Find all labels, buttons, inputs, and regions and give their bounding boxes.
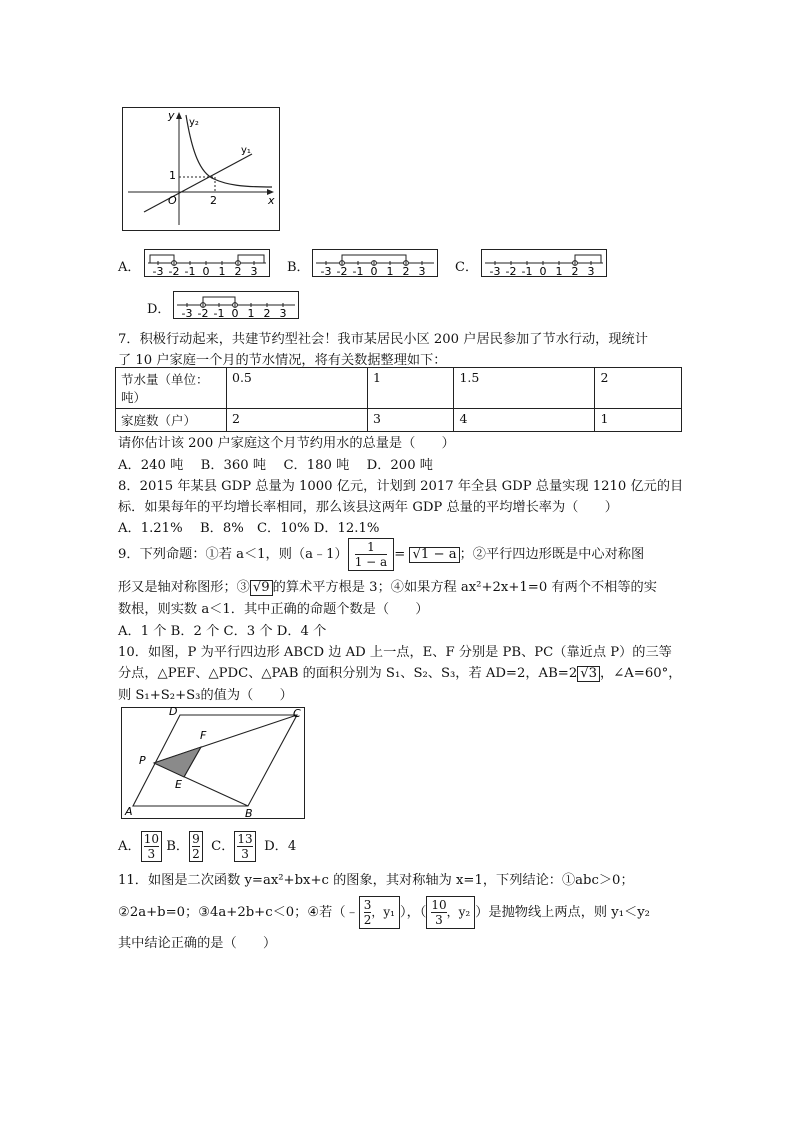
point-B: B [245,807,253,819]
number-line-tick-label: 2 [402,265,410,277]
q10-frac-a [141,831,162,862]
graph-tick-1: 1 [169,169,176,182]
table-cell: 3 [367,409,454,432]
parallelogram-figure [121,707,305,819]
q9-sqrt-fraction [348,538,394,571]
q11-mid: ），（ [399,905,427,920]
q11-line2 [118,894,650,932]
number-line-tick-label: 0 [202,265,210,277]
table-cell: 1 [367,368,454,409]
q10-line2-pre: 分点，△PEF、△PDC、△PAB 的面积分别为 S₁、S₂、S₃，若 AD=2，AB=2 [118,666,578,681]
number-line-tick-label: -3 [181,307,193,319]
q11-point2-box [426,896,475,929]
graph-y2-label: y₂ [189,117,199,128]
fraction-numerator: 1 [355,540,387,555]
q11-line2-pre: ②2a+b=0；③4a+2b+c＜0；④若（﹣ [118,905,359,920]
number-line-tick-label: 0 [539,265,547,277]
number-line-tick-label: 0 [370,265,378,277]
fraction-denominator: 2 [363,913,372,927]
q9-line3: 数根，则实数 a＜1．其中正确的命题个数是（ ） [118,602,429,617]
q9-line2-pre: 形又是轴对称图形；③ [118,580,250,595]
table-cell: 1.5 [454,368,595,409]
number-line-tick-label: 3 [587,265,595,277]
q8-options: A．1.21% B．8% C．10% D．12.1% [118,521,380,536]
point-A: A [125,805,133,818]
graph-y-label: y [168,109,175,122]
q8-line2: 标．如果每年的平均增长率相同，那么该县这两年 GDP 总量的平均增长率为（ ） [118,500,618,515]
q11-line2-post: ）是抛物线上两点，则 y₁＜y₂ [475,905,650,920]
q11-line3: 其中结论正确的是（ ） [118,936,277,951]
number-line-a [144,249,270,277]
number-line-tick-label: -3 [152,265,164,277]
number-line-tick-label: 3 [418,265,426,277]
point-D: D [169,707,178,718]
q11-point1-box [359,896,400,929]
fraction-denominator: 3 [147,847,156,861]
q10-frac-b [189,831,203,862]
number-line-tick-label: -2 [336,265,348,277]
q9-options: A．1 个 B．2 个 C．3 个 D．4 个 [118,624,327,639]
number-line-tick-label: 1 [555,265,563,277]
q9-equals: = [394,547,406,562]
number-line-tick-label: -1 [184,265,196,277]
q9-line2-post: 的算术平方根是 3；④如果方程 ax²+2x+1=0 有两个不相等的实 [272,580,657,595]
q10-option-b: B． [166,839,190,854]
table-cell: 2 [227,409,368,432]
fraction-numerator: 10 [143,832,159,846]
q10-line1: 10．如图，P 为平行四边形 ABCD 边 AD 上一点，E、F 分别是 PB、PC（靠近点 P）的三等 [118,645,672,660]
fraction-denominator: 2 [192,847,200,861]
q10-frac-c [234,831,255,862]
function-graph-figure [122,107,280,231]
number-line-tick-label: 1 [386,265,394,277]
number-line-tick-label: 2 [571,265,579,277]
fraction-numerator: 9 [192,832,200,846]
table-header-cell: 节水量（单位：吨） [116,368,227,409]
fraction-numerator: 3 [363,898,372,912]
graph-x-label: x [268,194,275,207]
q7-data-table [115,367,682,432]
q7-line2: 了 10 户家庭一个月的节水情况，将有关数据整理如下： [118,353,447,368]
number-line-c [481,249,607,277]
q11-point2-y: ，y₂ [446,905,471,919]
q10-options [118,829,296,865]
q11-line1: 11．如图是二次函数 y=ax²+bx+c 的图象，其对称轴为 x=1，下列结论：①abc＞0； [118,873,634,888]
number-line-tick-label: -3 [320,265,332,277]
number-line-tick-label: -1 [521,265,533,277]
fraction-numerator: 13 [237,832,253,846]
q8-line1: 8．2015 年某县 GDP 总量为 1000 亿元，计划到 2017 年全县 GDP 总量实现 1210 亿元的目 [118,479,684,494]
number-line-tick-label: 3 [250,265,258,277]
q11-point1-y: ，y₁ [371,905,395,919]
q7-options: A．240 吨 B．360 吨 C．180 吨 D．200 吨 [118,458,433,473]
number-line-tick-label: 3 [279,307,287,319]
q10-sqrt3-box: √3 [577,666,600,682]
fraction-denominator: 3 [241,847,249,861]
q10-line3: 则 S₁+S₂+S₃的值为（ ） [118,688,293,703]
point-E: E [175,778,182,791]
number-line-tick-label: 1 [247,307,255,319]
q9-pre: 9．下列命题：①若 a＜1，则（a﹣1） [118,547,348,562]
q10-line2-post: ，∠A=60°， [600,666,682,681]
q9-post: ；②平行四边形既是中心对称图 [459,547,645,562]
number-line-b [312,249,438,277]
number-line-tick-label: -1 [213,307,225,319]
fraction-denominator: 3 [435,913,443,927]
q10-option-d: D．4 [264,839,297,854]
q7-question: 请你估计该 200 户家庭这个月节约用水的总量是（ ） [118,436,455,451]
number-line-tick-label: -3 [489,265,501,277]
q9-sqrt9-box: √9 [250,580,273,596]
table-cell: 2 [595,368,682,409]
point-C: C [293,707,301,720]
table-cell: 0.5 [227,368,368,409]
table-cell: 1 [595,409,682,432]
option-c-label: C． [455,260,478,275]
graph-y1-label: y₁ [241,145,251,156]
q9-line2 [118,576,657,596]
q10-option-a: A． [118,839,141,854]
option-b-label: B． [287,260,310,275]
graph-origin: O [168,194,177,207]
number-line-tick-label: 1 [218,265,226,277]
q7-line1: 7．积极行动起来，共建节约型社会！我市某居民小区 200 户居民参加了节水行动，现统计 [118,332,648,347]
q9-rhs-sqrt: √1 − a [409,547,459,563]
point-F: F [200,729,207,742]
q10-line2 [118,662,681,682]
fraction-denominator: 1 − a [354,555,388,569]
point-P: P [139,754,146,767]
q10-option-c: C． [211,839,235,854]
q9-line1 [118,538,644,572]
fraction-numerator: 10 [431,898,447,912]
number-line-tick-label: 2 [234,265,242,277]
graph-tick-2: 2 [210,194,217,207]
table-header-cell: 家庭数（户） [116,409,227,432]
table-row [116,409,682,432]
number-line-tick-label: -1 [352,265,364,277]
number-line-tick-label: -2 [168,265,180,277]
option-a-label: A． [118,260,141,275]
number-line-tick-label: 0 [231,307,239,319]
number-line-tick-label: 2 [263,307,271,319]
table-row [116,368,682,409]
number-line-tick-label: -2 [197,307,209,319]
number-line-tick-label: -2 [505,265,517,277]
table-cell: 4 [454,409,595,432]
number-line-d [173,291,299,319]
option-d-label: D． [147,302,171,317]
